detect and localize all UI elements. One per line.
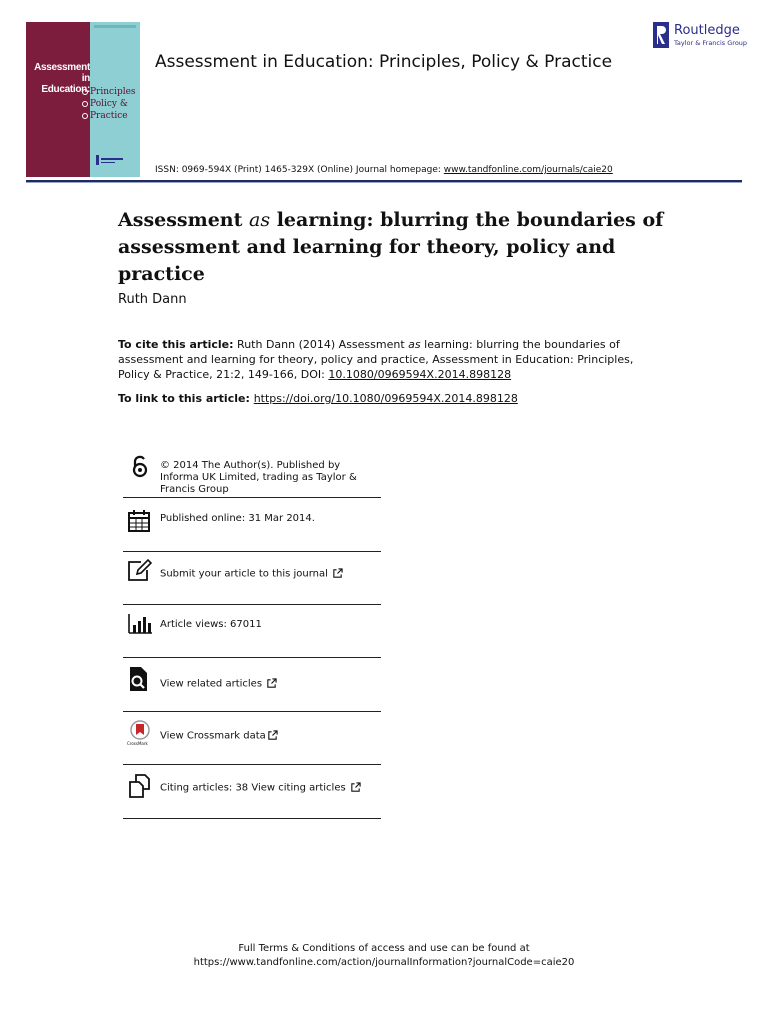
- footer-terms: Full Terms & Conditions of access and use can be found at https://www.tandfonline.com/action/journalInformation?journalCode=caie20: [0, 942, 768, 970]
- header-rule-light: [26, 182, 742, 183]
- article-title: Assessment as learning: blurring the boundaries of assessment and learning for theory, policy and practice: [118, 209, 664, 285]
- open-access-icon: [127, 454, 153, 480]
- routledge-logo: [653, 22, 748, 50]
- citation: To cite this article: Ruth Dann (2014) Assessment as learning: blurring the boundaries of assessment and learning for theory, policy and practice, Assessment in Education: Principles, Policy & Practice, 21:2, 149-166, DOI: 10.1080/0969594X.2014.898128: [118, 338, 634, 381]
- bar-chart-icon: [127, 611, 153, 637]
- external-link-icon: [267, 730, 278, 741]
- journal-cover: [26, 22, 140, 177]
- submit-row[interactable]: [123, 552, 381, 605]
- cover-title: Assessment in Education:: [34, 62, 90, 95]
- author-name: Ruth Dann: [118, 292, 187, 307]
- crossmark-row[interactable]: [123, 712, 381, 765]
- related-row[interactable]: [123, 658, 381, 712]
- views-row: [123, 605, 381, 658]
- views-text: Article views: 67011: [160, 619, 262, 630]
- doi-link[interactable]: 10.1080/0969594X.2014.898128: [328, 368, 512, 381]
- citing-row[interactable]: [123, 765, 381, 819]
- crossmark-link[interactable]: View Crossmark data: [160, 730, 381, 743]
- issn-line: ISSN: 0969-594X (Print) 1465-329X (Online) Journal homepage: www.tandfonline.com/journals/caie20: [155, 165, 613, 175]
- external-link-icon: [350, 782, 361, 793]
- journal-title: Assessment in Education: Principles, Policy & Practice: [155, 52, 613, 72]
- open-access-row: [123, 452, 381, 498]
- open-access-text: © 2014 The Author(s). Published by Informa UK Limited, trading as Taylor & Francis Group: [160, 460, 357, 495]
- routledge-mark-icon: [653, 22, 669, 48]
- journal-homepage-link[interactable]: www.tandfonline.com/journals/caie20: [443, 165, 613, 175]
- external-link-icon: [332, 568, 343, 579]
- external-link-icon: [266, 678, 277, 689]
- cover-subtitle: Principles Policy & Practice: [82, 86, 136, 122]
- article-info-box: [123, 452, 381, 819]
- published-text: Published online: 31 Mar 2014.: [160, 513, 315, 524]
- edit-icon: [127, 558, 153, 584]
- cover-left-panel: [26, 22, 90, 177]
- article-url-link[interactable]: https://doi.org/10.1080/0969594X.2014.898128: [253, 392, 518, 405]
- related-articles-link[interactable]: View related articles: [160, 678, 381, 691]
- terms-url-link[interactable]: https://www.tandfonline.com/action/journalInformation?journalCode=caie20: [193, 957, 575, 968]
- bullet-icon: [82, 101, 88, 107]
- article-link: To link to this article: https://doi.org/10.1080/0969594X.2014.898128: [118, 392, 518, 405]
- calendar-icon: [127, 508, 153, 534]
- published-row: [123, 498, 381, 552]
- citing-articles-icon: [127, 773, 153, 799]
- publisher-tagline: Taylor & Francis Group: [674, 39, 748, 47]
- related-search-icon: [127, 666, 153, 692]
- cover-strip: [94, 25, 136, 28]
- cover-routledge-logo: [96, 155, 126, 165]
- submit-article-link[interactable]: Submit your article to this journal: [160, 568, 381, 581]
- crossmark-caption: CrossMark: [127, 741, 148, 746]
- publisher-name: Routledge: [674, 23, 740, 38]
- citing-articles-link[interactable]: Citing articles: 38 View citing articles: [160, 782, 381, 795]
- bullet-icon: [82, 89, 88, 95]
- bullet-icon: [82, 113, 88, 119]
